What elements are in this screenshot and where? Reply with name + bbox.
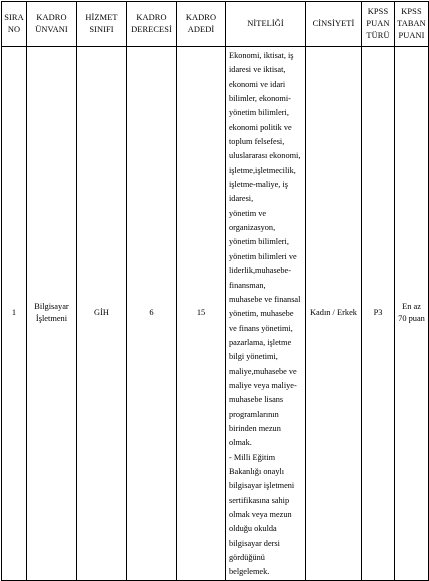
- niteligi-line: ekonomi ve idari: [229, 79, 286, 89]
- niteligi-line: yönetim bilimleri,: [229, 108, 289, 118]
- niteligi-line: Ekonomi, iktisat, iş: [229, 51, 294, 60]
- niteligi-line: idaresi ve iktisat,: [229, 65, 286, 75]
- niteligi-line: olmak veya mezun: [229, 510, 292, 519]
- niteligi-line: gördüğünü: [229, 553, 265, 563]
- header-sira-no: SIRA NO: [2, 2, 27, 47]
- niteligi-line: işletme,işletmecilik,: [229, 165, 296, 175]
- niteligi-line: belgelemek.: [229, 567, 270, 577]
- niteligi-line: muhasebe lisans: [229, 395, 284, 405]
- niteligi-line: organizasyon,: [229, 223, 276, 233]
- niteligi-line: bilgi yönetimi,: [229, 352, 278, 362]
- header-kadro-derecesi: KADRO DERECESİ: [127, 2, 177, 47]
- niteligi-line: toplum felsefesi,: [229, 137, 285, 147]
- niteligi-line: maliye veya maliye-: [229, 380, 297, 390]
- niteligi-line: olduğu okulda: [229, 524, 277, 534]
- header-row: [2, 2, 429, 47]
- header-kpss-puan-turu: KPSS PUAN TÜRÜ: [362, 2, 395, 47]
- header-kadro-adedi: KADRO ADEDİ: [177, 2, 226, 47]
- niteligi-line: pazarlama, işletme: [229, 337, 292, 347]
- niteligi-line: sertifikasına sahip: [229, 495, 290, 505]
- niteligi-line: yönetim ve: [229, 208, 267, 218]
- niteligi-line: maliye,muhasebe ve: [229, 366, 297, 376]
- kadro-table: [1, 1, 429, 581]
- niteligi-line: ekonomi politik ve: [229, 122, 292, 132]
- header-kadro-unvani: KADRO ÜNVANI: [27, 2, 77, 47]
- niteligi-line: - Milli Eğitim: [229, 452, 276, 462]
- niteligi-line: programlarının: [229, 409, 279, 419]
- header-niteligi: NİTELİĞİ: [226, 2, 306, 47]
- cell-sira-no: 1: [2, 47, 27, 581]
- niteligi-line: işletme-maliye, iş: [229, 180, 288, 190]
- header-kpss-taban-puani: KPSS TABAN PUANI: [395, 2, 429, 47]
- header-hizmet-sinifi: HİZMET SINIFI: [77, 2, 127, 47]
- cell-kadro-adedi: 15: [177, 47, 226, 581]
- niteligi-line: uluslararası ekonomi,: [229, 151, 301, 161]
- niteligi-line: yönetim, muhasebe: [229, 309, 294, 319]
- cell-cinsiyeti: Kadın / Erkek: [306, 47, 362, 581]
- niteligi-line: Bakanlığı onaylı: [229, 466, 285, 476]
- table-row: [2, 47, 429, 581]
- niteligi-line: bilimler, ekonomi-: [229, 94, 291, 104]
- niteligi-line: ve finans yönetimi,: [229, 323, 293, 333]
- cell-hizmet-sinifi: GİH: [77, 47, 127, 581]
- cell-kadro-unvani: Bilgisayar İşletmeni: [27, 47, 77, 581]
- niteligi-line: birinden mezun: [229, 423, 281, 433]
- cell-kpss-puan-turu: P3: [362, 47, 395, 581]
- niteligi-line: yönetim bilimleri,: [229, 237, 289, 247]
- cell-kpss-taban-puani: En az 70 puan: [395, 47, 429, 581]
- niteligi-line: muhasebe ve finansal: [229, 294, 301, 304]
- niteligi-line: bilgisayar dersi: [229, 538, 280, 548]
- niteligi-line: bilgisayar işletmeni: [229, 481, 295, 491]
- niteligi-line: finansman,: [229, 280, 266, 290]
- cell-niteligi: [226, 47, 306, 581]
- cell-kadro-derecesi: 6: [127, 47, 177, 581]
- niteligi-line: idaresi,: [229, 194, 254, 204]
- header-cinsiyeti: CİNSİYETİ: [306, 2, 362, 47]
- niteligi-line: yönetim bilimleri ve: [229, 251, 297, 261]
- niteligi-line: olmak.: [229, 438, 252, 448]
- niteligi-line: liderlik,muhasebe-: [229, 266, 291, 276]
